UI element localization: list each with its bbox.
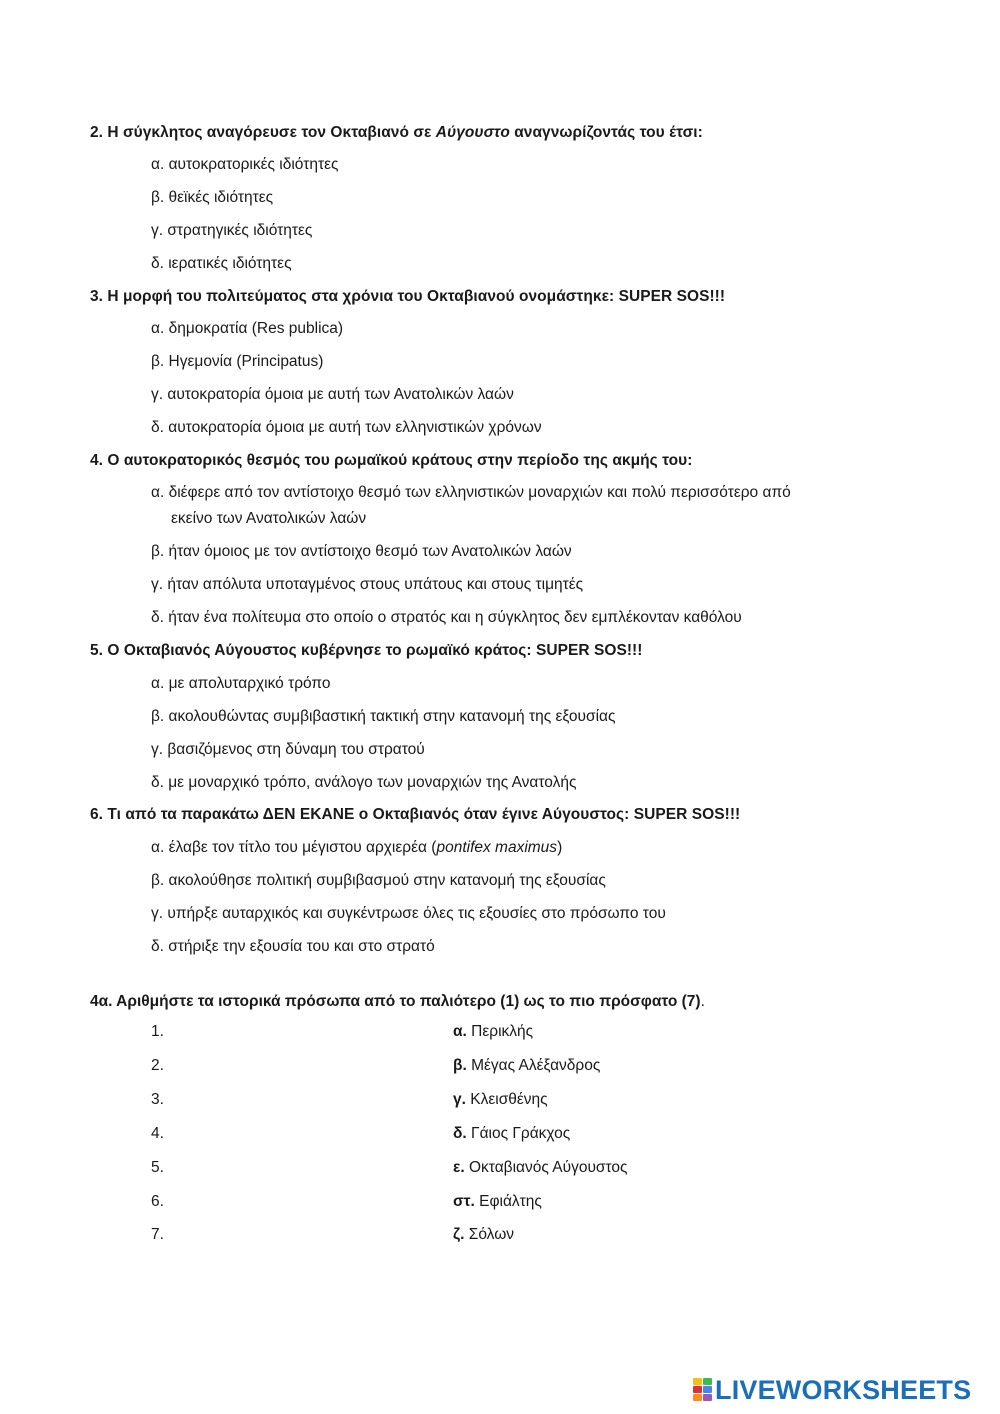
person-letter: γ. <box>453 1091 466 1108</box>
question-6-option-c[interactable]: γ. υπήρξε αυταρχικός και συγκέντρωσε όλες τις εξουσίες στο πρόσωπο του <box>151 905 666 922</box>
person-name: Περικλής <box>471 1023 534 1040</box>
order-slot-7[interactable]: 7. <box>151 1226 164 1243</box>
person-item <box>453 1193 542 1211</box>
liveworksheets-wordmark: LIVEWORKSHEETS <box>715 1375 972 1405</box>
question-3-option-c[interactable]: γ. αυτοκρατορία όμοια με αυτή των Ανατολικών λαών <box>151 386 514 403</box>
question-5-option-a[interactable]: α. με απολυταρχικό τρόπο <box>151 675 331 692</box>
question-3-option-d[interactable]: δ. αυτοκρατορία όμοια με αυτή των ελληνιστικών χρόνων <box>151 419 542 436</box>
question-5-option-d[interactable]: δ. με μοναρχικό τρόπο, ανάλογο των μοναρχιών της Ανατολής <box>151 774 577 791</box>
order-slot-1[interactable]: 1. <box>151 1023 164 1040</box>
ordering-task-text: 4α. Αριθμήστε τα ιστορικά πρόσωπα από το παλιότερο (1) ως το πιο πρόσφατο (7) <box>90 993 701 1010</box>
order-slot-5[interactable]: 5. <box>151 1159 164 1176</box>
question-6-option-a-italic: pontifex maximus <box>436 839 558 856</box>
order-slot-6[interactable]: 6. <box>151 1193 164 1210</box>
person-name: Οκταβιανός Αύγουστος <box>468 1159 628 1176</box>
person-letter: ζ. <box>453 1226 465 1243</box>
question-5: 5. Ο Οκταβιανός Αύγουστος κυβέρνησε το ρωμαϊκό κράτος: SUPER SOS!!! <box>90 642 643 659</box>
question-2-option-d[interactable]: δ. ιερατικές ιδιότητες <box>151 255 292 272</box>
order-slot-3[interactable]: 3. <box>151 1091 164 1108</box>
liveworksheets-logo <box>693 1377 971 1403</box>
question-2-italic: Αύγουστο <box>435 124 510 141</box>
person-item <box>453 1057 600 1075</box>
ordering-task-period: . <box>700 993 705 1010</box>
question-6-option-a-prefix: α. έλαβε τον τίτλο του μέγιστου αρχιερέα ( <box>151 839 437 856</box>
person-name: Εφιάλτης <box>479 1193 542 1210</box>
question-4: 4. Ο αυτοκρατορικός θεσμός του ρωμαϊκού κράτους στην περίοδο της ακμής του: <box>90 452 693 469</box>
question-2-prefix: 2. Η σύγκλητος αναγόρευσε τον Οκταβιανό σε <box>90 124 436 141</box>
person-letter: στ. <box>453 1193 475 1210</box>
person-item <box>453 1125 570 1143</box>
person-name: Μέγας Αλέξανδρος <box>471 1057 601 1074</box>
question-2-option-a[interactable]: α. αυτοκρατορικές ιδιότητες <box>151 156 339 173</box>
question-4-option-a[interactable] <box>151 480 881 532</box>
question-6: 6. Τι από τα παρακάτω ΔΕΝ ΕΚΑΝΕ ο Οκταβιανός όταν έγινε Αύγουστος: SUPER SOS!!! <box>90 806 741 823</box>
question-3-option-b[interactable]: β. Ηγεμονία (Principatus) <box>151 353 324 370</box>
question-5-option-c[interactable]: γ. βασιζόμενος στη δύναμη του στρατού <box>151 741 425 758</box>
person-item <box>453 1159 628 1177</box>
person-name: Κλεισθένης <box>470 1091 548 1108</box>
question-2-option-b[interactable]: β. θεϊκές ιδιότητες <box>151 189 274 206</box>
question-4-option-c[interactable]: γ. ήταν απόλυτα υποταγμένος στους υπάτους και στους τιμητές <box>151 576 584 593</box>
ordering-task-instruction <box>90 993 705 1011</box>
question-2 <box>90 124 703 142</box>
order-slot-2[interactable]: 2. <box>151 1057 164 1074</box>
order-slot-4[interactable]: 4. <box>151 1125 164 1142</box>
question-2-option-c[interactable]: γ. στρατηγικές ιδιότητες <box>151 222 313 239</box>
person-letter: β. <box>453 1057 467 1074</box>
question-4-option-d[interactable]: δ. ήταν ένα πολίτευμα στο οποίο ο στρατός και η σύγκλητος δεν εμπλέκονταν καθόλου <box>151 609 742 626</box>
person-letter: δ. <box>453 1125 467 1142</box>
question-6-option-d[interactable]: δ. στήριξε την εξουσία του και στο στρατό <box>151 938 435 955</box>
question-4-option-b[interactable]: β. ήταν όμοιος με τον αντίστοιχο θεσμό των Ανατολικών λαών <box>151 543 572 560</box>
person-letter: ε. <box>453 1159 465 1176</box>
person-letter: α. <box>453 1023 467 1040</box>
person-item <box>453 1091 548 1109</box>
person-name: Σόλων <box>468 1226 515 1243</box>
person-name: Γάιος Γράκχος <box>471 1125 571 1142</box>
question-6-option-a-suffix: ) <box>557 839 563 856</box>
question-3: 3. Η μορφή του πολιτεύματος στα χρόνια του Οκταβιανού ονομάστηκε: SUPER SOS!!! <box>90 288 726 305</box>
question-6-option-a[interactable] <box>151 839 562 857</box>
question-5-option-b[interactable]: β. ακολουθώντας συμβιβαστική τακτική στην κατανομή της εξουσίας <box>151 708 616 725</box>
question-3-option-a[interactable]: α. δημοκρατία (Res publica) <box>151 320 344 337</box>
person-item <box>453 1226 514 1244</box>
person-item <box>453 1023 533 1041</box>
question-4-option-a-line1: α. διέφερε από τον αντίστοιχο θεσμό των ελληνιστικών μοναρχιών και πολύ περισσότερο από <box>151 484 791 501</box>
question-4-option-a-line2: εκείνο των Ανατολικών λαών <box>171 510 367 527</box>
question-2-suffix: αναγνωρίζοντάς του έτσι: <box>509 124 703 141</box>
liveworksheets-mark-icon <box>693 1378 712 1402</box>
question-6-option-b[interactable]: β. ακολούθησε πολιτική συμβιβασμού στην κατανομή της εξουσίας <box>151 872 606 889</box>
